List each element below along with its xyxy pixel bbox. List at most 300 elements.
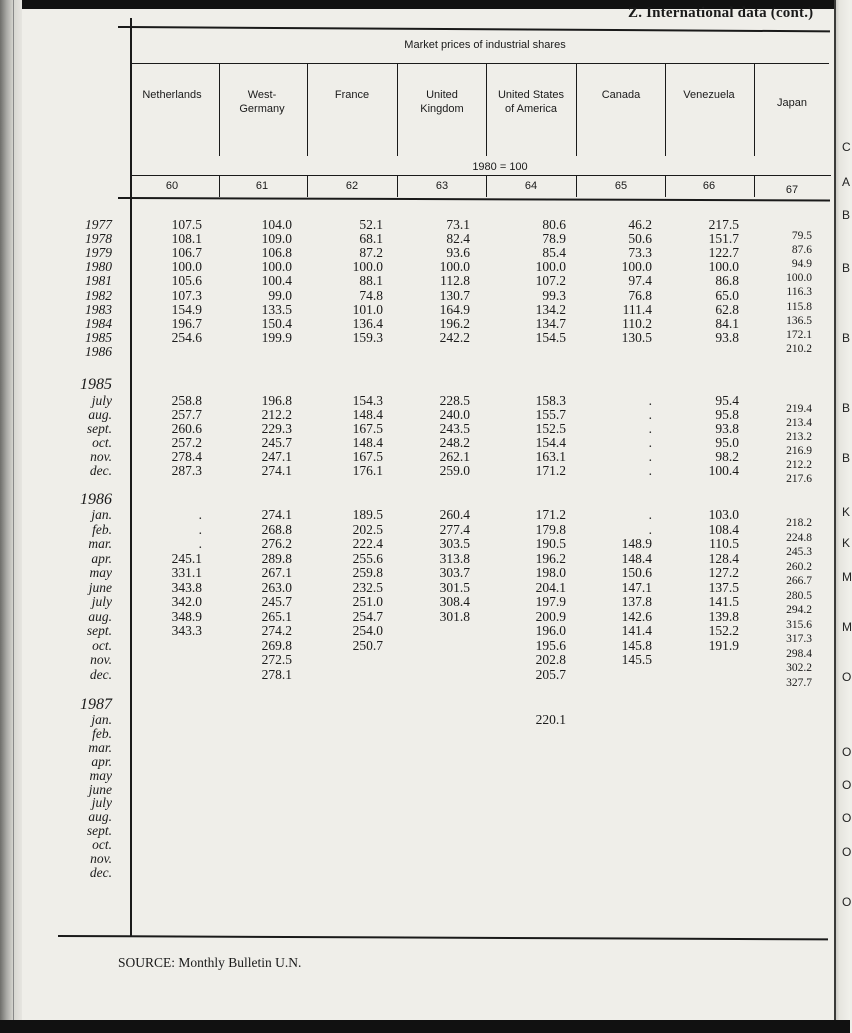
edge-letter: O <box>842 895 852 909</box>
table-cell: 255.6 <box>352 550 383 566</box>
table-cell: 303.7 <box>439 565 470 580</box>
table-cell: 171.2 <box>535 507 566 522</box>
table-cell: 103.0 <box>708 507 739 522</box>
table-cell: 122.7 <box>708 245 739 261</box>
table-cell: 106.8 <box>261 245 292 261</box>
row-label: dec. <box>89 666 112 682</box>
row-label: nov. <box>90 851 112 866</box>
table-cell: 222.4 <box>352 536 383 551</box>
table-cell: 134.2 <box>535 301 566 317</box>
table-cell: 82.4 <box>446 231 470 247</box>
table-cell: 240.0 <box>439 407 470 422</box>
table-cell: 145.8 <box>621 637 652 653</box>
table-cell: 107.3 <box>171 287 202 303</box>
column-header: France <box>334 89 370 101</box>
table-cell: 73.3 <box>628 245 652 261</box>
table-cell: 150.6 <box>621 565 652 580</box>
table-group-title: Market prices of industrial shares <box>404 39 566 51</box>
table-cell: 245.1 <box>171 550 202 566</box>
table-cell: 88.1 <box>359 273 383 289</box>
table-cell: 111.4 <box>622 301 652 317</box>
table-cell: 148.4 <box>352 435 383 450</box>
row-label: aug. <box>88 809 112 825</box>
col-divider <box>665 176 666 197</box>
table-cell: 137.8 <box>621 594 652 609</box>
table-cell: 84.1 <box>715 315 739 331</box>
edge-letter: O <box>842 778 852 792</box>
table-cell: 298.4 <box>786 647 812 660</box>
table-cell: 251.0 <box>352 594 383 609</box>
col-divider <box>397 176 398 197</box>
table-cell: 99.0 <box>268 287 292 303</box>
page-header-title: Z. International data (cont.) <box>628 5 814 21</box>
table-bottom-rule <box>58 935 828 940</box>
table-cell: 154.4 <box>535 435 566 450</box>
table-cell: 205.7 <box>535 666 566 682</box>
row-label: 1979 <box>85 245 112 261</box>
col-divider <box>576 64 577 156</box>
stub-divider <box>130 18 132 936</box>
table-cell: 278.4 <box>171 449 202 464</box>
table-cell: 254.7 <box>352 608 383 624</box>
table-cell: 277.4 <box>439 521 470 537</box>
table-cell: 151.7 <box>708 231 739 247</box>
table-cell: . <box>198 507 202 522</box>
table-cell: 164.9 <box>439 301 470 317</box>
table-cell: 159.3 <box>352 329 383 345</box>
row-label: oct. <box>92 435 112 450</box>
table-cell: 78.9 <box>542 231 566 247</box>
table-cell: 287.3 <box>171 463 202 478</box>
table-cell: 93.6 <box>446 245 470 261</box>
table-cell: 68.1 <box>359 231 383 247</box>
table-cell: 148.4 <box>352 407 383 422</box>
col-divider <box>486 176 487 197</box>
column-number: 61 <box>255 180 269 192</box>
table-cell: 176.1 <box>352 463 383 478</box>
table-cell: 245.7 <box>261 435 292 450</box>
row-label: 1977 <box>85 217 112 232</box>
table-cell: 257.7 <box>171 407 202 422</box>
row-label: feb. <box>92 521 112 537</box>
table-cell: 95.8 <box>715 407 739 422</box>
book-gutter <box>0 0 22 1033</box>
section-year-heading: 1985 <box>80 376 112 393</box>
row-label: nov. <box>90 449 112 464</box>
table-cell: 218.2 <box>786 517 812 529</box>
row-label: jan. <box>91 712 112 727</box>
table-cell: 258.8 <box>171 393 202 408</box>
table-cell: 100.4 <box>261 273 292 289</box>
table-cell: 250.7 <box>352 637 383 653</box>
table-cell: 210.2 <box>786 342 812 355</box>
edge-letter: M <box>842 620 852 634</box>
table-cell: 99.3 <box>542 287 566 303</box>
table-cell: 100.0 <box>621 259 652 275</box>
row-label: oct. <box>92 837 112 853</box>
table-cell: 158.3 <box>535 393 566 408</box>
table-cell: . <box>648 507 652 522</box>
table-cell: 196.2 <box>535 550 566 566</box>
table-cell: 257.2 <box>171 435 202 450</box>
table-cell: 274.2 <box>261 623 292 638</box>
table-cell: 260.4 <box>439 507 470 522</box>
col-divider <box>754 64 755 156</box>
table-cell: 142.6 <box>621 608 652 624</box>
table-cell: 301.5 <box>439 579 470 595</box>
col-divider <box>665 64 666 156</box>
column-header: Venezuela <box>683 89 735 101</box>
table-cell: 116.3 <box>786 286 812 299</box>
table-cell: 204.1 <box>535 579 566 595</box>
table-cell: 302.2 <box>786 662 812 674</box>
table-cell: 259.0 <box>439 463 470 478</box>
table-cell: 179.8 <box>535 521 566 537</box>
row-label: aug. <box>88 608 112 624</box>
row-label: oct. <box>92 637 112 653</box>
table-cell: 219.4 <box>786 403 812 415</box>
row-label: july <box>91 795 112 811</box>
table-cell: 212.2 <box>261 407 292 422</box>
table-cell: 348.9 <box>171 608 202 624</box>
table-cell: 259.8 <box>352 565 383 580</box>
table-cell: 101.0 <box>352 301 383 317</box>
table-cell: 100.0 <box>786 272 812 285</box>
base-rule <box>131 175 831 176</box>
column-number: 65 <box>614 180 628 192</box>
table-cell: 274.1 <box>261 507 292 522</box>
table-cell: 199.9 <box>261 329 292 345</box>
table-cell: 217.5 <box>708 217 739 232</box>
table-cell: 85.4 <box>542 245 566 261</box>
table-cell: 130.5 <box>621 329 652 345</box>
table-cell: 315.6 <box>786 618 812 631</box>
table-cell: 254.0 <box>352 623 383 638</box>
table-cell: 243.5 <box>439 421 470 436</box>
table-cell: 278.1 <box>261 666 292 682</box>
table-cell: . <box>648 463 652 478</box>
column-number: 60 <box>165 180 179 192</box>
row-label: dec. <box>89 864 112 880</box>
row-label: apr. <box>91 550 112 566</box>
table-cell: 171.2 <box>535 463 566 478</box>
table-cell: 136.5 <box>786 314 812 327</box>
row-label: dec. <box>89 463 112 478</box>
row-label: 1985 <box>85 329 112 345</box>
table-cell: 172.1 <box>786 328 812 341</box>
edge-letter: B <box>842 261 851 275</box>
table-cell: 95.0 <box>715 435 739 450</box>
column-number: 62 <box>345 180 359 192</box>
table-cell: 196.0 <box>535 623 566 638</box>
table-cell: 269.8 <box>261 637 292 653</box>
table-cell: 105.6 <box>171 273 202 289</box>
table-cell: 248.2 <box>439 435 470 450</box>
table-cell: 74.8 <box>359 287 383 303</box>
table-cell: 137.5 <box>708 579 739 595</box>
table-cell: 260.2 <box>786 560 812 573</box>
table-cell: 202.8 <box>535 652 566 667</box>
table-cell: 98.2 <box>715 449 739 464</box>
row-label: sept. <box>86 421 112 436</box>
table-cell: 147.1 <box>621 579 652 595</box>
table-cell: 100.0 <box>171 259 202 275</box>
table-cell: 254.6 <box>171 329 202 345</box>
table-cell: 197.9 <box>535 594 566 609</box>
source-note: SOURCE: Monthly Bulletin U.N. <box>118 955 302 970</box>
table-cell: 134.7 <box>535 315 566 331</box>
table-cell: 167.5 <box>352 421 383 436</box>
table-cell: 317.3 <box>786 633 812 645</box>
table-cell: . <box>198 521 202 537</box>
table-cell: 65.0 <box>715 287 739 303</box>
edge-letter: O <box>842 745 852 759</box>
table-cell: 107.2 <box>535 273 566 289</box>
edge-letter: B <box>842 331 851 345</box>
row-label: aug. <box>88 407 112 422</box>
table-cell: 196.2 <box>439 315 470 331</box>
table-cell: 308.4 <box>439 594 470 609</box>
row-label: july <box>91 594 112 609</box>
table-cell: 213.2 <box>786 431 812 443</box>
row-label: apr. <box>91 753 112 769</box>
column-header: United Kingdom <box>420 89 464 115</box>
table-cell: . <box>198 536 202 551</box>
row-label: 1980 <box>85 259 112 275</box>
table-cell: 195.6 <box>535 637 566 653</box>
table-cell: 94.9 <box>791 258 812 271</box>
edge-letter: O <box>842 845 852 859</box>
table-cell: 128.4 <box>708 550 739 566</box>
table-cell: 109.0 <box>261 231 292 247</box>
row-label: july <box>91 393 112 408</box>
table-cell: 280.5 <box>786 589 812 602</box>
table-top-rule <box>118 26 830 32</box>
table-cell: 93.8 <box>715 421 739 436</box>
column-header: West- Germany <box>239 89 285 115</box>
table-cell: 274.1 <box>261 463 292 478</box>
table-cell: 224.8 <box>786 531 812 544</box>
edge-letter: B <box>842 451 851 465</box>
table-cell: 217.6 <box>786 473 812 485</box>
table-cell: 100.4 <box>708 463 739 478</box>
row-label: 1983 <box>85 301 112 317</box>
table-cell: 46.2 <box>628 217 652 232</box>
table-cell: 154.9 <box>171 301 202 317</box>
table-cell: 76.8 <box>628 287 652 303</box>
table-cell: 294.2 <box>786 604 812 616</box>
column-number: 63 <box>435 180 449 192</box>
table-cell: 331.1 <box>171 565 202 580</box>
row-label: 1984 <box>85 315 112 331</box>
table-cell: 196.7 <box>171 315 202 331</box>
col-divider <box>576 176 577 197</box>
table-cell: 202.5 <box>352 521 383 537</box>
edge-letter: O <box>842 670 852 684</box>
col-divider <box>754 176 755 197</box>
table-cell: 87.2 <box>359 245 383 261</box>
table-cell: 148.4 <box>621 550 652 566</box>
table-cell: 110.2 <box>622 315 652 331</box>
table-cell: 115.8 <box>786 300 812 313</box>
edge-letter: O <box>842 811 852 825</box>
table-cell: 100.0 <box>535 259 566 275</box>
edge-letter: M <box>842 570 852 584</box>
column-number: 67 <box>785 184 799 196</box>
table-cell: 189.5 <box>352 507 383 522</box>
table-cell: 100.0 <box>708 259 739 275</box>
table-cell: 163.1 <box>535 449 566 464</box>
table-cell: 133.5 <box>261 301 292 317</box>
table-cell: 139.8 <box>708 608 739 624</box>
column-header: United States of America <box>497 89 565 115</box>
table-cell: 260.6 <box>171 421 202 436</box>
base-year-note: 1980 = 100 <box>472 161 528 173</box>
table-cell: 220.1 <box>535 712 566 727</box>
col-divider <box>307 176 308 197</box>
table-cell: 62.8 <box>715 301 739 317</box>
table-cell: 106.7 <box>171 245 202 261</box>
table-cell: 141.4 <box>621 623 652 638</box>
table-cell: . <box>648 449 652 464</box>
table-cell: 127.2 <box>708 565 739 580</box>
table-cell: 200.9 <box>535 608 566 624</box>
row-label: mar. <box>88 739 112 755</box>
table-cell: 95.4 <box>715 393 739 408</box>
table-cell: 301.8 <box>439 608 470 624</box>
table-cell: 196.8 <box>261 393 292 408</box>
table-cell: 229.3 <box>261 421 292 436</box>
row-label: may <box>89 767 112 783</box>
table-cell: 272.5 <box>261 652 292 667</box>
table-cell: 190.5 <box>535 536 566 551</box>
table-cell: 263.0 <box>261 579 292 595</box>
table-cell: . <box>648 393 652 408</box>
table-cell: 141.5 <box>708 594 739 609</box>
table-cell: 150.4 <box>261 315 292 331</box>
table-cell: 342.0 <box>171 594 202 609</box>
table-cell: 93.8 <box>715 329 739 345</box>
table-cell: 86.8 <box>715 273 739 289</box>
table-cell: 313.8 <box>439 550 470 566</box>
table-cell: 100.0 <box>261 259 292 275</box>
row-label: may <box>89 565 112 580</box>
table-cell: . <box>648 421 652 436</box>
table-cell: 245.7 <box>261 594 292 609</box>
table-cell: 112.8 <box>440 273 470 289</box>
table-cell: 212.2 <box>786 459 812 471</box>
table-cell: 110.5 <box>709 536 739 551</box>
table-cell: 79.5 <box>791 230 812 242</box>
section-year-heading: 1987 <box>80 696 112 713</box>
table-cell: 247.1 <box>261 449 292 464</box>
table-cell: 50.6 <box>628 231 652 247</box>
scan-bottom-border <box>0 1020 850 1033</box>
table-cell: 268.8 <box>261 521 292 537</box>
table-cell: 303.5 <box>439 536 470 551</box>
table-cell: 107.5 <box>171 217 202 232</box>
table-cell: 216.9 <box>786 445 812 457</box>
table-cell: 289.8 <box>261 550 292 566</box>
table-cell: 242.2 <box>439 329 470 345</box>
row-label: jan. <box>91 507 112 522</box>
table-cell: 148.9 <box>621 536 652 551</box>
table-cell: 245.3 <box>786 546 812 558</box>
table-cell: 343.8 <box>171 579 202 595</box>
column-header: Netherlands <box>142 89 202 101</box>
table-cell: 130.7 <box>439 287 470 303</box>
table-cell: 213.4 <box>786 417 812 429</box>
row-label: 1982 <box>85 287 112 303</box>
row-label: 1978 <box>85 231 112 247</box>
table-cell: 265.1 <box>261 608 292 624</box>
table-cell: 276.2 <box>261 536 292 551</box>
edge-letter: A <box>842 175 851 189</box>
row-label: sept. <box>86 823 112 839</box>
edge-letter: B <box>842 401 851 415</box>
table-cell: . <box>648 521 652 537</box>
table-cell: 87.6 <box>791 244 812 257</box>
table-cell: 145.5 <box>621 652 652 667</box>
table-cell: 104.0 <box>261 217 292 232</box>
row-label: june <box>88 781 112 797</box>
table-cell: 343.3 <box>171 623 202 638</box>
table-cell: 167.5 <box>352 449 383 464</box>
edge-letter: B <box>842 208 851 222</box>
col-divider <box>219 176 220 197</box>
table-cell: 100.0 <box>439 259 470 275</box>
row-label: june <box>88 579 112 595</box>
edge-letter: K <box>842 536 851 550</box>
table-cell: 152.2 <box>708 623 739 638</box>
section-year-heading: 1986 <box>80 491 112 508</box>
table-cell: . <box>648 407 652 422</box>
table-cell: 198.0 <box>535 565 566 580</box>
table-cell: 73.1 <box>446 217 470 232</box>
row-label: sept. <box>86 623 112 638</box>
table-cell: 191.9 <box>708 637 739 653</box>
table-cell: 152.5 <box>535 421 566 436</box>
col-divider <box>307 64 308 156</box>
table-cell: 327.7 <box>786 676 812 689</box>
row-label: mar. <box>88 536 112 551</box>
table-cell: 154.5 <box>535 329 566 345</box>
header-rule <box>131 63 829 64</box>
table-cell: 267.1 <box>261 565 292 580</box>
column-header: Canada <box>601 89 641 101</box>
row-label: 1986 <box>85 343 112 359</box>
table-cell: 80.6 <box>542 217 566 232</box>
table-cell: 108.1 <box>171 231 202 247</box>
row-label: feb. <box>92 725 112 741</box>
header-bottom-rule <box>118 197 830 201</box>
table-cell: 97.4 <box>628 273 652 289</box>
table-cell: 232.5 <box>352 579 383 595</box>
table-cell: 266.7 <box>786 575 812 587</box>
column-number: 64 <box>524 180 538 192</box>
column-header: Japan <box>777 97 807 109</box>
table-cell: 154.3 <box>352 393 383 408</box>
table-cell: 228.5 <box>439 393 470 408</box>
table-cell: 100.0 <box>352 259 383 275</box>
column-number: 66 <box>702 180 716 192</box>
row-label: 1981 <box>85 273 112 289</box>
table-cell: . <box>648 435 652 450</box>
edge-letter: K <box>842 505 851 519</box>
table-cell: 52.1 <box>359 217 383 232</box>
table-cell: 262.1 <box>439 449 470 464</box>
table-cell: 136.4 <box>352 315 383 331</box>
